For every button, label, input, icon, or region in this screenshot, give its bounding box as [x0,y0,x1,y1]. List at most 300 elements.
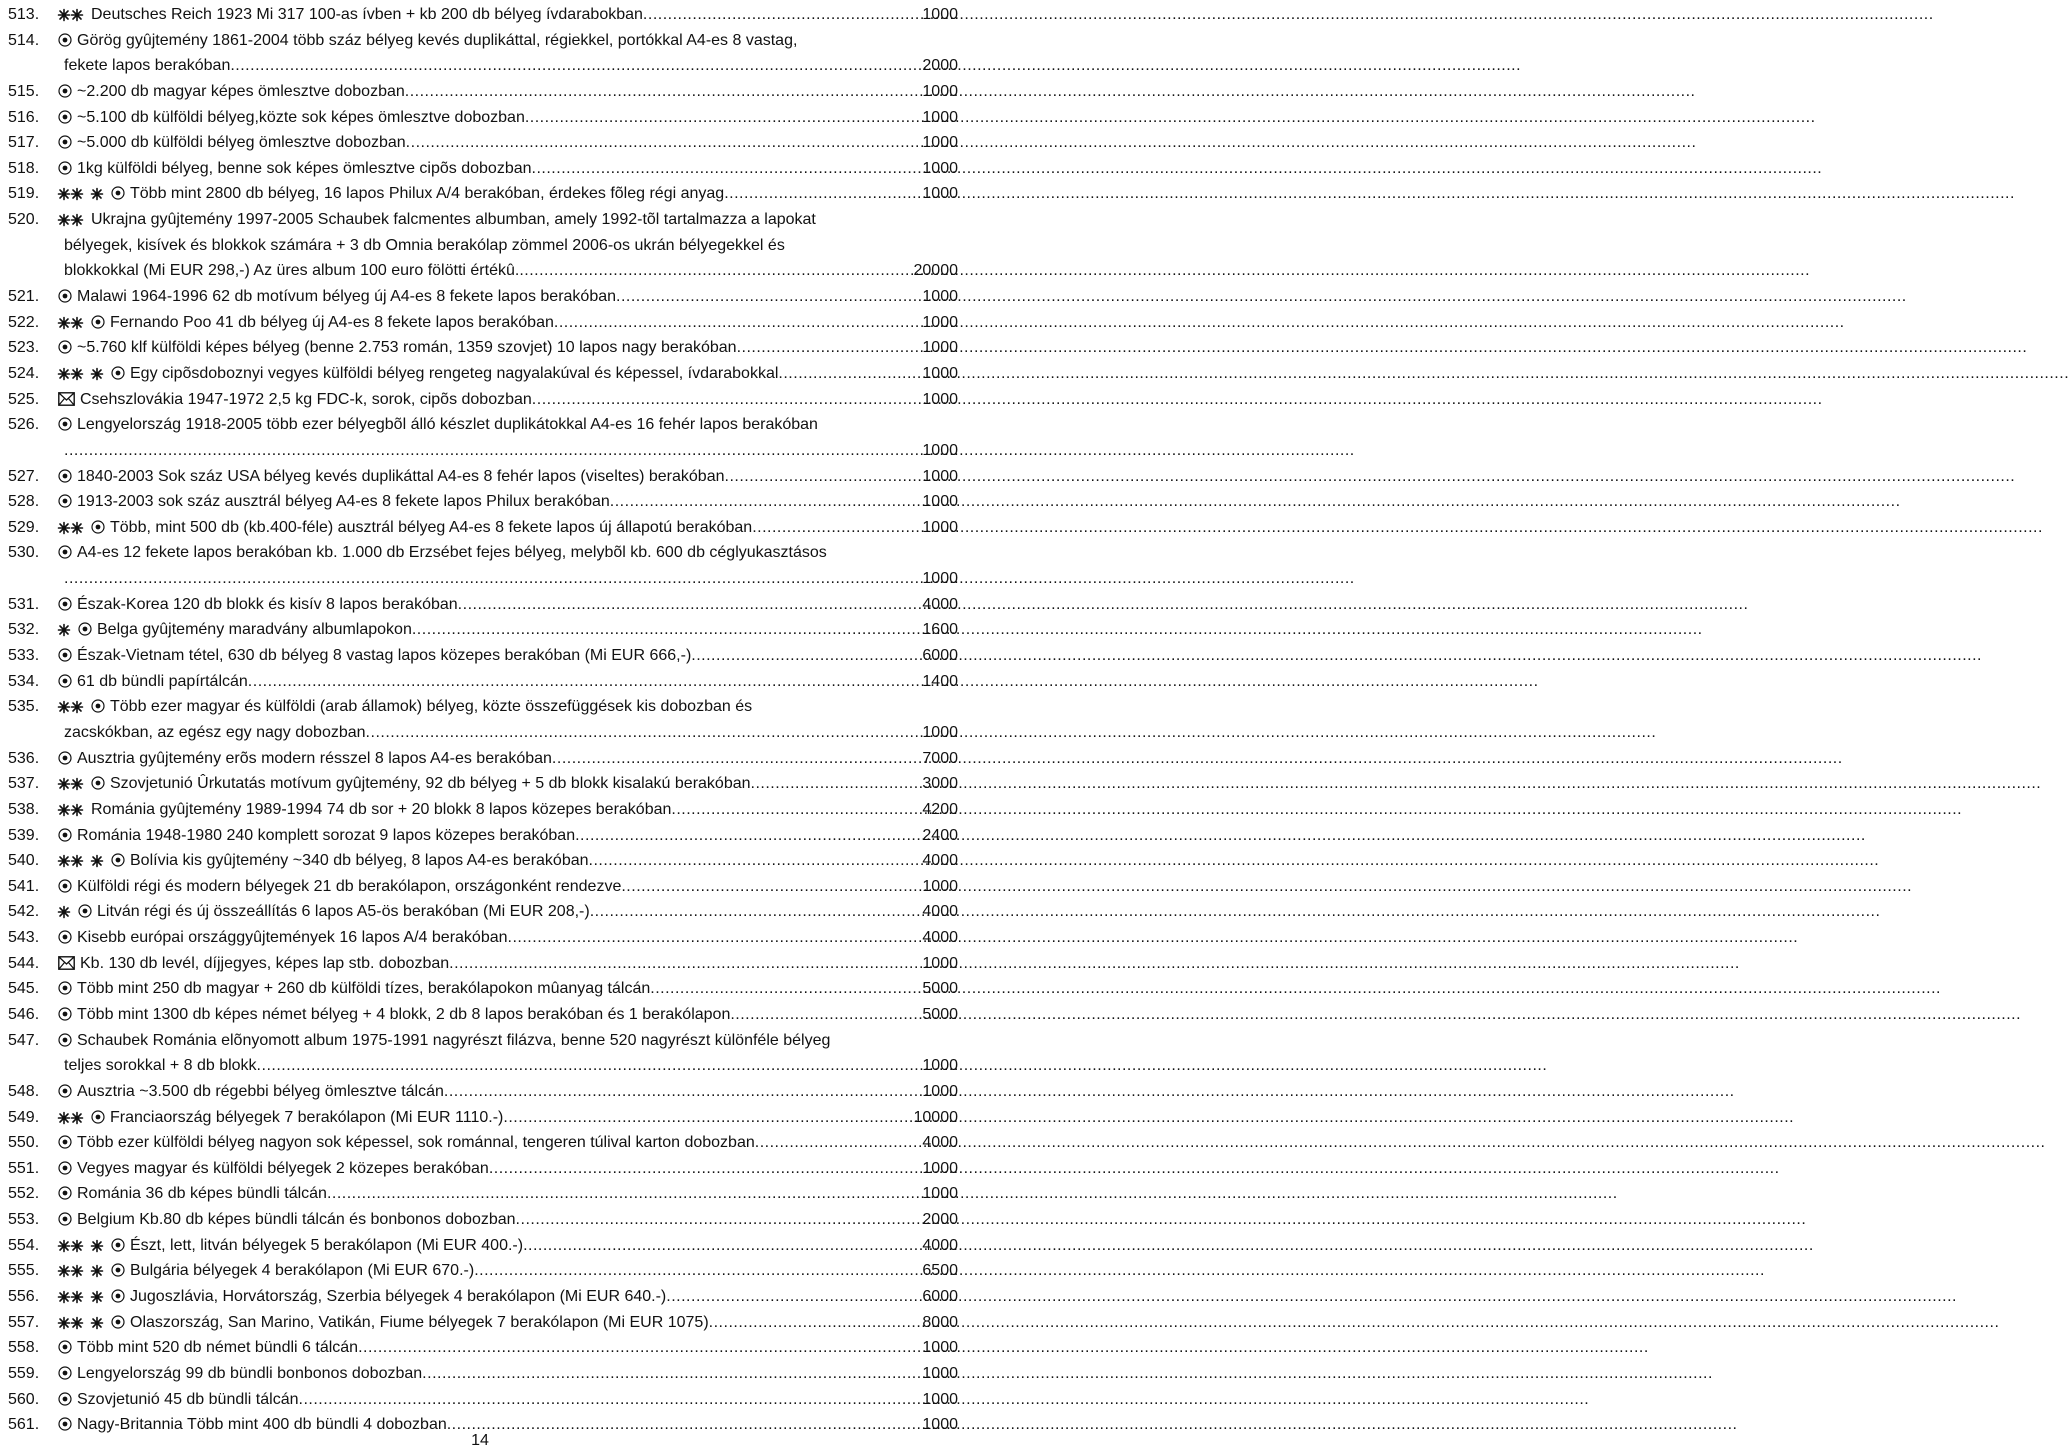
lot-price: 2400 [922,826,958,844]
lot-number: 540. [8,852,40,870]
lot-description: Külföldi régi és modern bélyegek 21 db berakólapon, országonként rendezve [77,877,622,895]
circle-dot-icon [58,289,72,303]
star-icon [71,317,83,329]
lot-number: 553. [8,1211,40,1229]
lot-description: Románia gyûjtemény 1989-1994 74 db sor + 20 blokk 8 lapos közepes berakóban [91,800,672,818]
lot-line [8,1233,958,1259]
lot-description: Vegyes magyar és külföldi bélyegek 2 közepes berakóban [77,1159,489,1177]
star-icon [58,522,70,534]
circle-dot-icon [58,469,72,483]
dot-leader [508,925,923,951]
lot-price: 1000 [922,1390,958,1408]
circle-dot-icon [58,135,72,149]
lot-price: 4000 [922,1236,958,1254]
lot-description: 1kg külföldi bélyeg, benne sok képes ömlesztve cipõs dobozban [77,159,532,177]
lot-line-continued [8,1053,958,1079]
lot-number: 561. [8,1416,40,1434]
lot-number: 542. [8,903,40,921]
star-icon [58,1112,70,1124]
double-star-icon [58,701,83,713]
lot-row [8,1361,958,1387]
lot-description: zacskókban, az egész egy nagy dobozban [64,723,366,741]
lot-number: 531. [8,595,40,613]
lot-description: 61 db bündli papírtálcán [77,672,248,690]
lot-price: 6500 [922,1262,958,1280]
lot-number: 546. [8,1005,40,1023]
circle-dot-icon [111,853,125,867]
lot-description: fekete lapos berakóban [64,57,231,75]
lot-description: ~5.000 db külföldi bélyeg ömlesztve dobozban [77,134,406,152]
lot-number: 549. [8,1108,40,1126]
lot-price: 20000 [913,262,958,280]
star-icon [91,1291,103,1303]
lot-description: 1913-2003 sok száz ausztrál bélyeg A4-es 8 fekete lapos Philux berakóban [77,493,610,511]
dot-leader [525,105,923,131]
lot-description: Lengyelország 1918-2005 több ezer bélyegbõl álló készlet duplikátokkal A4-es 16 fehér lapos berakóban [77,416,818,434]
lot-line [8,489,958,515]
lot-line-continued [8,438,958,464]
lot-price: 3000 [922,775,958,793]
dot-leader [616,284,922,310]
dot-leader [778,361,922,387]
circle-dot-icon [111,1238,125,1252]
lot-description: Olaszország, San Marino, Vatikán, Fiume bélyegek 7 berakólapon (Mi EUR 1075) [130,1313,709,1331]
circle-dot-icon [58,1417,72,1431]
lot-row [8,1335,958,1361]
circle-dot-icon [58,751,72,765]
lot-description: Több, mint 500 db (kb.400-féle) ausztrál bélyeg A4-es 8 fekete lapos új állapotú berakóban [110,518,753,536]
lot-price: 10000 [913,1108,958,1126]
circle-dot-icon [58,84,72,98]
lot-price: 1000 [922,1364,958,1382]
lot-description: Románia 1948-1980 240 komplett sorozat 9 lapos közepes berakóban [77,826,576,844]
star-icon [91,1240,103,1252]
lot-row [8,823,958,849]
lot-price: 1000 [922,493,958,511]
lot-row [8,1130,958,1156]
lot-row [8,797,958,823]
star-icon [71,522,83,534]
circle-dot-icon [58,469,72,483]
circle-dot-icon [58,1366,72,1380]
dot-leader [709,1310,923,1336]
lot-price: 5000 [922,1005,958,1023]
star-icon [58,214,70,226]
lot-row [8,1002,958,1028]
lot-line [8,1310,958,1336]
dot-leader [64,566,922,592]
lot-description: Több ezer magyar és külföldi (arab államok) bélyeg, közte összefüggések kis dobozban és [110,698,753,716]
lot-number: 548. [8,1082,40,1100]
lot-price: 4200 [922,800,958,818]
lot-description: Malawi 1964-1996 62 db motívum bélyeg új A4-es 8 fekete lapos berakóban [77,288,617,306]
lot-row [8,1028,958,1079]
circle-dot-icon [58,879,72,893]
star-icon [91,1317,103,1329]
lot-price: 2000 [922,1211,958,1229]
dot-leader [532,156,923,182]
dot-leader [755,1130,923,1156]
dot-leader [737,335,923,361]
lot-row [8,515,958,541]
lot-row [8,335,958,361]
lot-number: 523. [8,339,40,357]
dot-leader [474,1258,922,1284]
lot-number: 534. [8,672,40,690]
lot-price: 1000 [922,467,958,485]
lot-number: 519. [8,185,40,203]
lot-row [8,181,958,207]
star-icon [91,1265,103,1277]
circle-dot-icon [58,1186,72,1200]
star-icon [71,778,83,790]
lot-number: 527. [8,467,40,485]
circle-dot-icon [58,597,72,611]
lot-row [8,899,958,925]
lot-number: 513. [8,6,40,23]
lot-price: 8000 [922,1313,958,1331]
lot-description: Nagy-Britannia Több mint 400 db bündli 4 dobozban [77,1416,447,1434]
lot-number: 545. [8,980,40,998]
dot-leader [532,387,923,413]
lot-line [8,592,958,618]
circle-dot-icon [58,1084,72,1098]
lot-price: 5000 [922,980,958,998]
dot-leader [405,79,923,105]
star-icon [58,368,70,380]
circle-dot-icon [58,1007,72,1021]
lot-line [8,976,958,1002]
star-icon [91,855,103,867]
dot-leader [589,848,923,874]
lot-line [8,1130,958,1156]
lot-description: Több mint 520 db német bündli 6 tálcán [77,1339,359,1357]
star-icon [58,701,70,713]
lot-number: 541. [8,877,40,895]
lot-row [8,540,958,591]
circle-dot-icon [91,699,105,713]
lot-row [8,105,958,131]
dot-leader [248,669,923,695]
lot-line [8,1335,958,1361]
star-icon [58,1317,70,1329]
lot-price: 1000 [922,134,958,152]
star-icon [71,368,83,380]
lot-row [8,694,958,745]
lot-description: ~5.760 klf külföldi képes bélyeg (benne 2.753 román, 1359 szovjet) 10 lapos nagy berakóban [77,339,737,357]
lot-line [8,28,958,54]
lot-number: 539. [8,826,40,844]
dot-leader [516,1207,923,1233]
dot-leader [575,823,922,849]
dot-leader [730,1002,922,1028]
lot-number: 543. [8,929,40,947]
dot-leader [412,617,923,643]
envelope-icon [58,392,75,406]
star-icon [58,624,70,636]
lot-list [8,2,958,1438]
circle-dot-icon [58,1135,72,1149]
lot-description: Bolívia kis gyûjtemény ~340 db bélyeg, 8 lapos A4-es berakóban [130,852,589,870]
lot-number: 550. [8,1134,40,1152]
lot-description: Jugoszlávia, Horvátország, Szerbia bélyegek 4 berakólapon (Mi EUR 640.-) [130,1288,667,1306]
lot-line [8,181,958,207]
lot-row [8,669,958,695]
lot-description: A4-es 12 fekete lapos berakóban kb. 1.000 db Erzsébet fejes bélyeg, melybõl kb. 600 db céglyukasztásos [77,544,827,562]
dot-leader [650,976,922,1002]
lot-line-continued [8,53,958,79]
star-icon [91,1240,103,1252]
double-star-icon [58,804,83,816]
circle-dot-icon [58,1033,72,1047]
lot-price: 4000 [922,1134,958,1152]
circle-dot-icon [111,1289,125,1303]
dot-leader [230,53,922,79]
lot-description: blokkokkal (Mi EUR 298,-) Az üres album 100 euro fölötti értékû. [64,262,520,280]
dot-leader [523,1233,922,1259]
dot-leader [444,1079,923,1105]
star-icon [58,906,70,918]
star-icon [71,214,83,226]
circle-dot-icon [58,981,72,995]
lot-description: Több ezer külföldi bélyeg nagyon sok képessel, sok románnal, tengeren túlival karton dobozban [77,1134,755,1152]
lot-description: ~5.100 db külföldi bélyeg,közte sok képes ömlesztve dobozban [77,108,525,126]
circle-dot-icon [58,674,72,688]
star-icon [58,778,70,790]
lot-number: 537. [8,775,40,793]
lot-line [8,156,958,182]
lot-description: Ausztria gyûjtemény erõs modern résszel 8 lapos A4-es berakóban [77,749,552,767]
lot-price: 1000 [922,570,958,588]
lot-price: 1000 [922,954,958,972]
lot-description: Bulgária bélyegek 4 berakólapon (Mi EUR 670.-) [130,1262,475,1280]
lot-description: ~2.200 db magyar képes ömlesztve dobozban [77,82,405,100]
lot-row [8,617,958,643]
dot-leader [724,181,922,207]
lot-price: 1000 [922,364,958,382]
circle-dot-icon [58,648,72,662]
lot-price: 1000 [922,1185,958,1203]
lot-number: 544. [8,954,40,972]
circle-dot-icon [58,1007,72,1021]
lot-row [8,489,958,515]
double-star-icon [58,188,83,200]
lot-price: 1000 [922,159,958,177]
lot-number: 520. [8,211,40,229]
lot-number: 524. [8,364,40,382]
lot-number: 535. [8,698,40,716]
lot-row [8,284,958,310]
lot-row [8,1207,958,1233]
circle-dot-icon [58,494,72,508]
page-number: 14 [471,1432,489,1449]
circle-dot-icon [58,1340,72,1354]
lot-number: 552. [8,1185,40,1203]
star-icon [71,1291,83,1303]
envelope-icon [58,956,75,970]
envelope-icon [58,956,75,970]
circle-dot-icon [58,1392,72,1406]
lot-number: 547. [8,1031,40,1049]
circle-dot-icon [58,1161,72,1175]
lot-price: 4000 [922,903,958,921]
lot-description: Görög gyûjtemény 1861-2004 több száz bélyeg kevés duplikáttal, régiekkel, portókkal A4-es 8 vastag, [77,31,798,49]
lot-line [8,1079,958,1105]
lot-row [8,361,958,387]
circle-dot-icon [58,33,72,47]
lot-price: 1000 [922,1082,958,1100]
lot-line [8,464,958,490]
lot-price: 6000 [922,647,958,665]
star-icon [58,9,70,21]
star-icon [91,368,103,380]
lot-line [8,1207,958,1233]
circle-dot-icon [111,1289,125,1303]
double-star-icon [58,1240,83,1252]
lot-number: 522. [8,313,40,331]
lot-price: 1000 [922,1159,958,1177]
star-icon [91,368,103,380]
lot-number: 538. [8,800,40,818]
lot-description: Románia 36 db képes bündli tálcán [77,1185,327,1203]
lot-row [8,79,958,105]
lot-description: bélyegek, kisívek és blokkok számára + 3 db Omnia berakólap zömmel 2006-os ukrán bélyegekkel és [64,236,785,254]
lot-description: Franciaország bélyegek 7 berakólapon (Mi EUR 1110.-) [110,1108,504,1126]
lot-description: Litván régi és új összeállítás 6 lapos A5-ös berakóban (Mi EUR 208,-) [97,903,590,921]
lot-description: Több mint 1300 db képes német bélyeg + 4 blokk, 2 db 8 lapos berakóban és 1 berakólapon [77,1005,731,1023]
lot-row [8,1387,958,1413]
circle-dot-icon [58,340,72,354]
star-icon [71,188,83,200]
circle-dot-icon [58,751,72,765]
lot-price: 2000 [922,57,958,75]
star-icon [58,1265,70,1277]
circle-dot-icon [58,930,72,944]
lot-description: Kisebb európai országgyûjtemények 16 lapos A/4 berakóban [77,929,508,947]
lot-price: 1000 [922,1057,958,1075]
lot-line [8,797,958,823]
lot-line [8,335,958,361]
circle-dot-icon [111,1315,125,1329]
lot-row [8,156,958,182]
lot-line [8,617,958,643]
lot-row [8,1181,958,1207]
lot-line-continued [8,258,958,284]
star-icon [71,1317,83,1329]
star-icon [58,188,70,200]
circle-dot-icon [58,289,72,303]
lot-number: 521. [8,288,40,306]
circle-dot-icon [58,1135,72,1149]
dot-leader [64,438,922,464]
lot-price: 1000 [922,723,958,741]
lot-row [8,874,958,900]
lot-price: 1400 [922,672,958,690]
circle-dot-icon [58,981,72,995]
lot-line [8,1105,958,1131]
dot-leader [299,1387,923,1413]
lot-price: 1000 [922,1416,958,1434]
lot-line-continued [8,233,958,259]
lot-number: 529. [8,518,40,536]
dot-leader [621,874,922,900]
circle-dot-icon [58,1340,72,1354]
lot-line [8,669,958,695]
lot-line-continued [8,566,958,592]
lot-line [8,207,958,233]
circle-dot-icon [58,1366,72,1380]
lot-row [8,771,958,797]
lot-number: 516. [8,108,40,126]
dot-leader [552,746,922,772]
lot-row [8,412,958,463]
lot-description: Deutsches Reich 1923 Mi 317 100-as ívben + kb 200 db bélyeg ívdarabokban [91,6,643,23]
lot-description: Szovjetunió Ûrkutatás motívum gyûjtemény, 92 db bélyeg + 5 db blokk kisalakú berakóban [110,775,751,793]
lot-description: Több mint 2800 db bélyeg, 16 lapos Philux A/4 berakóban, érdekes fõleg régi anyag [130,185,725,203]
lot-line [8,1284,958,1310]
star-icon [71,1240,83,1252]
lot-line [8,130,958,156]
lot-line [8,1181,958,1207]
circle-dot-icon [91,315,105,329]
lot-line [8,848,958,874]
lot-row [8,207,958,284]
circle-dot-icon [58,1033,72,1047]
dot-leader [422,1361,922,1387]
double-star-icon [58,1265,83,1277]
lot-line [8,1361,958,1387]
circle-dot-icon [78,622,92,636]
lot-line [8,1028,958,1054]
star-icon [91,1265,103,1277]
lot-description: Észt, lett, litván bélyegek 5 berakólapon (Mi EUR 400.-) [130,1236,524,1254]
lot-price: 1000 [922,390,958,408]
dot-leader [666,1284,922,1310]
circle-dot-icon [58,930,72,944]
lot-price: 1600 [922,621,958,639]
circle-dot-icon [58,1212,72,1226]
lot-price: 1000 [922,185,958,203]
lot-description: Észak-Vietnam tétel, 630 db bélyeg 8 vastag lapos közepes berakóban (Mi EUR 666,-) [77,647,692,665]
circle-dot-icon [111,853,125,867]
lot-line [8,899,958,925]
lot-price: 1000 [922,1339,958,1357]
star-icon [58,624,70,636]
lot-row [8,2,958,28]
double-star-icon [58,9,83,21]
lot-line [8,1387,958,1413]
lot-number: 559. [8,1364,40,1382]
circle-dot-icon [58,1186,72,1200]
circle-dot-icon [91,776,105,790]
lot-price: 1000 [922,339,958,357]
dot-leader [458,592,923,618]
dot-leader [519,258,913,284]
lot-description: Ausztria ~3.500 db régebbi bélyeg ömlesztve tálcán [77,1082,444,1100]
star-icon [71,1112,83,1124]
lot-description: Több mint 250 db magyar + 260 db külföldi tízes, berakólapokon mûanyag tálcán [77,980,651,998]
lot-line [8,412,958,438]
circle-dot-icon [111,366,125,380]
lot-number: 517. [8,134,40,152]
circle-dot-icon [58,417,72,431]
double-star-icon [58,1317,83,1329]
lot-description: Schaubek Románia elõnyomott album 1975-1991 nagyrészt filázva, benne 520 nagyrészt különféle bélyeg [77,1031,831,1049]
lot-number: 528. [8,493,40,511]
lot-line [8,310,958,336]
lot-description: Szovjetunió 45 db bündli tálcán [77,1390,299,1408]
lot-line [8,105,958,131]
